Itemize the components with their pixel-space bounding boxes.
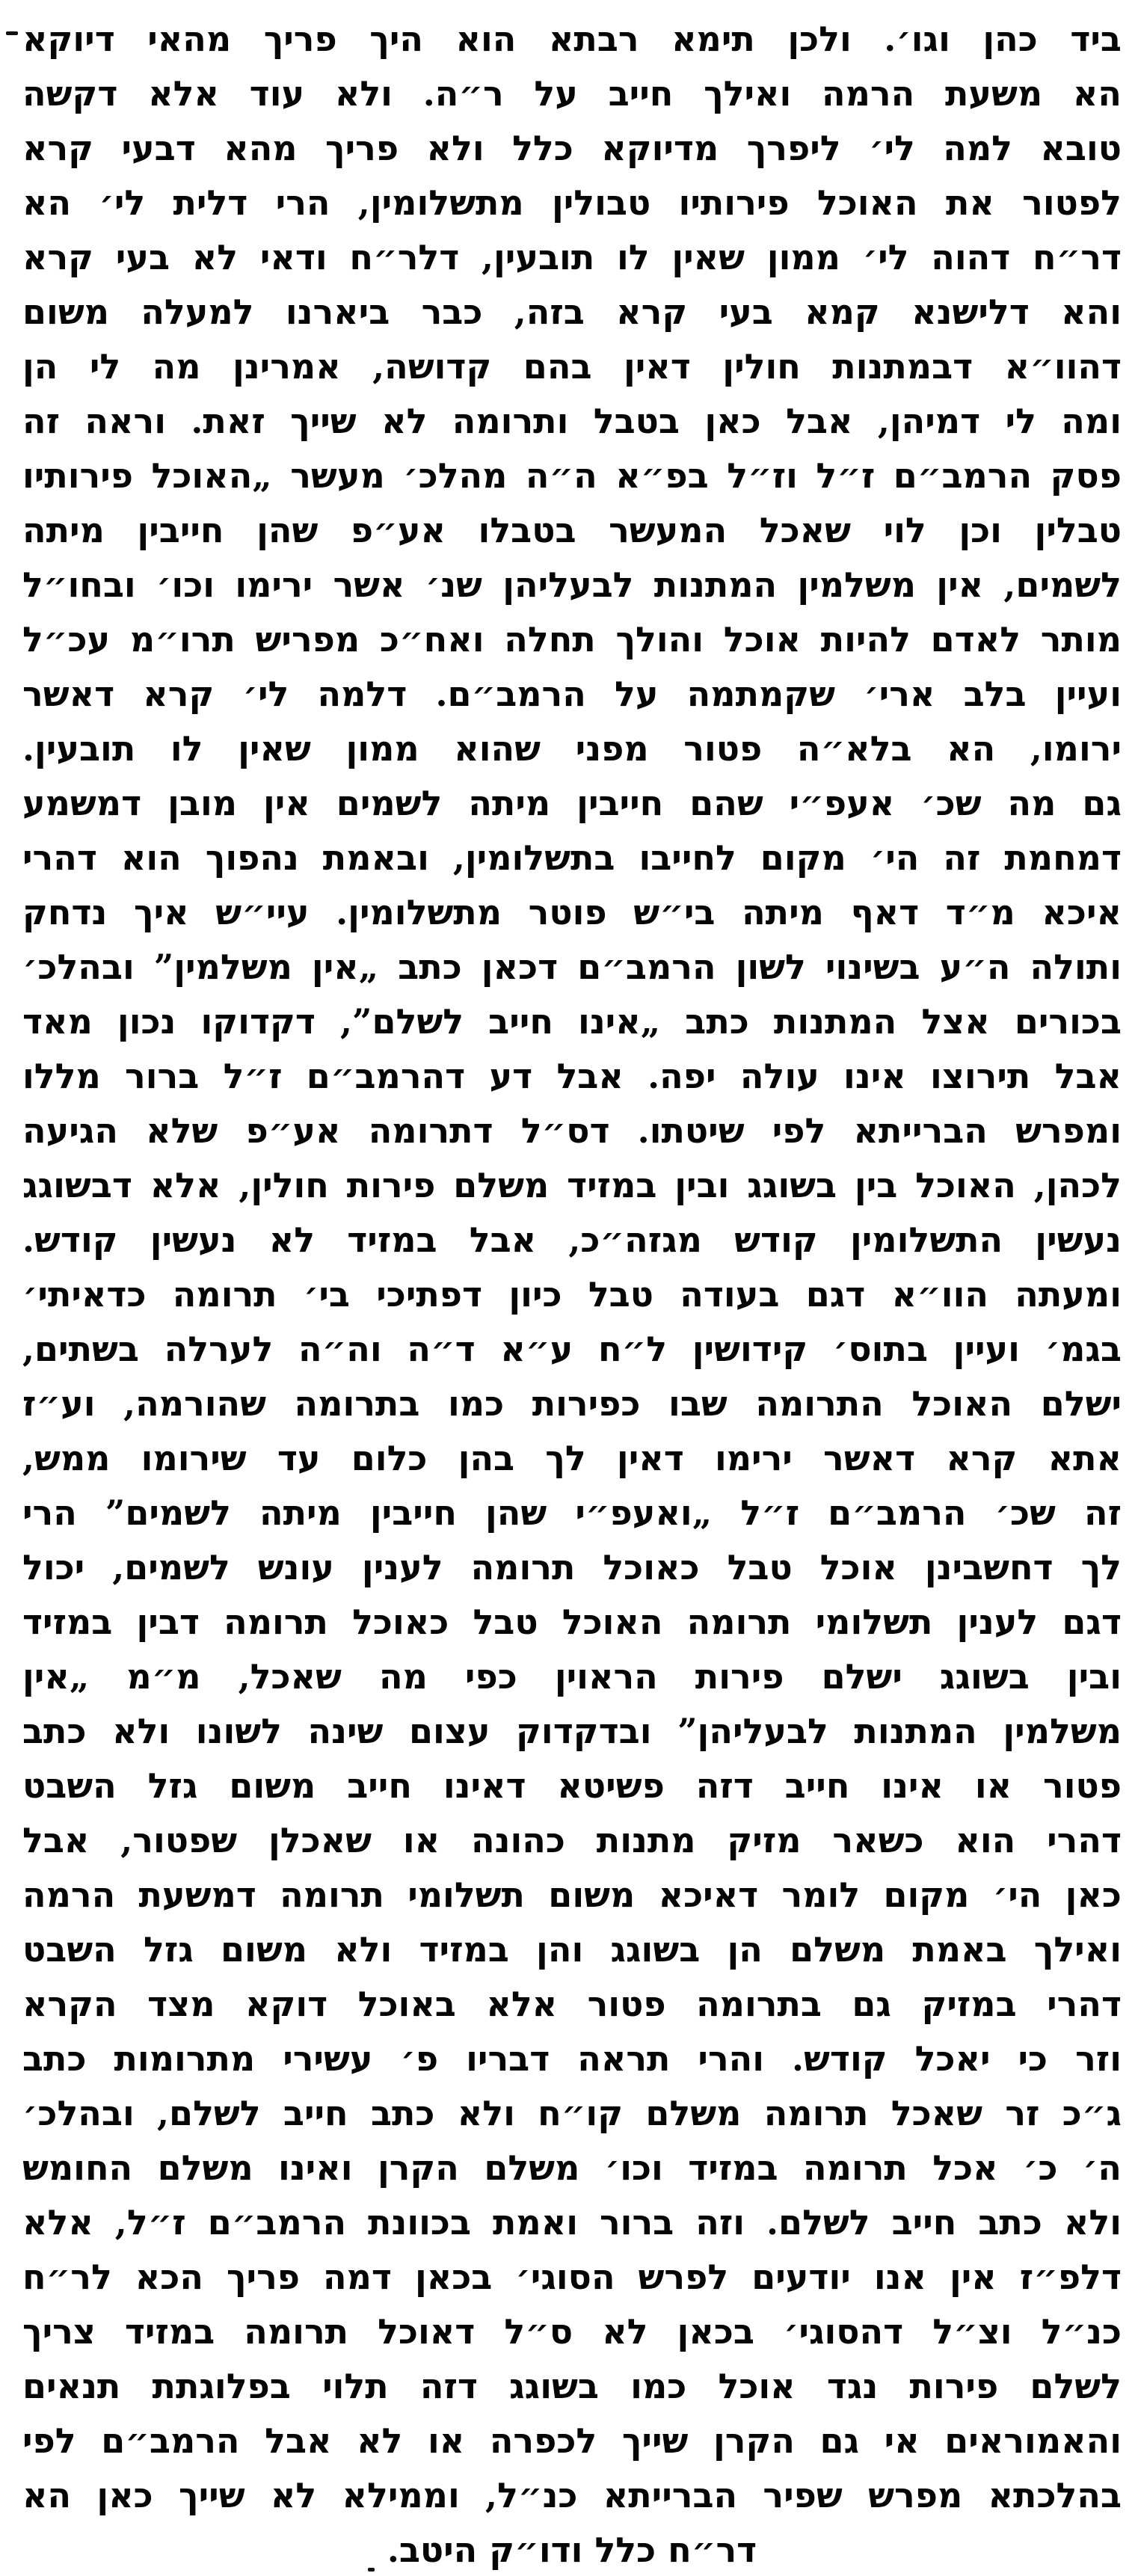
text-line: דגם לענין תשלומי תרומה האוכל טבל כאוכל תרומה דבין במזיד <box>22 1602 1122 1642</box>
text-line: ביד כהן וגו׳. ולכן תימא רבתא הוא היך פריך מהאי דיוקא <box>22 19 1122 59</box>
text-line: ועיין בלב ארי׳ שקמתמה על הרמב״ם. דלמה לי׳ קרא דאשר <box>22 674 1122 714</box>
text-line: מותר לאדם להיות אוכל והולך תחלה ואח״כ מפריש תרו״מ עכ״ל <box>22 619 1122 660</box>
text-line: ה׳ כ׳ אכל תרומה במזיד וכו׳ משלם הקרן ואינו משלם החומש <box>22 2148 1122 2188</box>
text-line: ירומו, הא בלא״ה פטור מפני שהוא ממון שאין לו תובעין. <box>22 728 1122 769</box>
text-line: בהלכתא מפרש שפיר הברייתא כנ״ל, וממילא לא שייך כאן הא <box>22 2475 1122 2515</box>
text-line: ומה לי דמיהן, אבל כאן בטבל ותרומה לא שייך זאת. וראה זה <box>22 401 1122 441</box>
text-line: כנ״ל וצ״ל דהסוגי׳ בכאן לא ס״ל דאוכל תרומה במזיד צריך <box>22 2311 1122 2352</box>
text-line: כאן הי׳ מקום לומר דאיכא משום תשלומי תרומה דמשעת הרמה <box>22 1875 1122 1915</box>
text-line: ותולה ה״ע בשינוי לשון הרמב״ם דכאן כתב „אין משלמין” ובהלכ׳ <box>22 947 1122 987</box>
text-line: דלפ״ז אין אנו יודעים לפרש הסוגי׳ בכאן דמה פריך הכא לר״ח <box>22 2257 1122 2297</box>
text-line: לך דחשבינן אוכל טבל כאוכל תרומה לענין עונש לשמים, יכול <box>22 1547 1122 1587</box>
text-line: טובא למה לי׳ ליפרך מדיוקא כלל ולא פריך מהא דבעי קרא <box>22 128 1122 168</box>
text-line: דהרי הוא כשאר מזיק מתנות כהונה או שאכלן שפטור, אבל <box>22 1820 1122 1860</box>
text-line: משלמין המתנות לבעליהן” ובדקדוק עצום שינה לשונו ולא כתב <box>22 1711 1122 1751</box>
text-line: ישלם האוכל התרומה שבו כפירות כמו בתרומה שהורמה, וע״ז <box>22 1383 1122 1424</box>
text-line: דר״ח דהוה לי׳ ממון שאין לו תובעין, דלר״ח ודאי לא בעי קרא <box>22 237 1122 277</box>
text-line: טבלין וכן לוי שאכל המעשר בטבלו אע״פ שהן חייבין מיתה <box>22 510 1122 550</box>
text-line: אתא קרא דאשר ירימו דאין לך בהן כלום עד שירומו ממש, <box>22 1438 1122 1478</box>
text-line: אבל תירוצו אינו עולה יפה. אבל דע דהרמב״ם ז״ל ברור מללו <box>22 1056 1122 1096</box>
text-line: לכהן, האוכל בין בשוגג ובין במזיד משלם פירות חולין, אלא דבשוגג <box>22 1165 1122 1205</box>
text-line: דהוו״א דבמתנות חולין דאין בהם קדושה, אמרינן מה לי הן <box>22 346 1122 387</box>
text-line: ומפרש הברייתא לפי שיטתו. דס״ל דתרומה אע״פ שלא הגיעה <box>22 1110 1122 1151</box>
text-line: הא משעת הרמה ואילך חייב על ר״ה. ולא עוד אלא דקשה <box>22 73 1122 114</box>
text-line: זה שכ׳ הרמב״ם ז״ל „ואעפ״י שהן חייבין מיתה לשמים” הרי <box>22 1493 1122 1533</box>
text-line: ובין בשוגג ישלם פירות הראוין כפי מה שאכל, מ״מ „אין <box>22 1656 1122 1697</box>
text-line: בכורים אצל המתנות כתב „אינו חייב לשלם”, דקדוקו נכון מאד <box>22 1001 1122 1042</box>
hebrew-text-block <box>22 12 1122 2576</box>
text-line: ומעתה הוו״א דגם בעודה טבל כיון דפתיכי בי׳ תרומה כדאיתי׳ <box>22 1274 1122 1315</box>
text-line: לשמים, אין משלמין המתנות לבעליהן שנ׳ אשר ירימו וכו׳ ובחו״ל <box>22 565 1122 605</box>
text-line: ואילך באמת משלם הן בשוגג והן במזיד ולא משום גזל השבט <box>22 1929 1122 1970</box>
text-line: בגמ׳ ועיין בתוס׳ קידושין ל״ח ע״א ד״ה וה״ה לערלה בשתים, <box>22 1329 1122 1369</box>
text-line: דהרי במזיק גם בתרומה פטור אלא באוכל דוקא מצד הקרא <box>22 1984 1122 2024</box>
text-line: פסק הרמב״ם ז״ל וז״ל בפ״א ה״ה מהלכ׳ מעשר „האוכל פירותיו <box>22 455 1122 496</box>
text-line: דר״ח כלל ודו״ק היטב. <box>387 2530 757 2570</box>
text-line: פטור או אינו חייב דזה פשיטא דאינו חייב משום גזל השבט <box>22 1765 1122 1806</box>
scan-speck <box>6 31 18 35</box>
text-line: לפטור את האוכל פירותיו טבולין מתשלומין, הרי דלית לי׳ הא <box>22 182 1122 223</box>
text-line: נעשין התשלומין קודש מגזה״כ, אבל במזיד לא נעשין קודש. <box>22 1220 1122 1260</box>
text-line: ג״כ זר שאכל תרומה משלם קו״ח ולא כתב חייב לשלם, ובהלכ׳ <box>22 2093 1122 2133</box>
text-line: לשלם פירות נגד אוכל כמו בשוגג דזה תלוי בפלוגתת תנאים <box>22 2366 1122 2406</box>
text-line: גם מה שכ׳ אעפ״י שהם חייבין מיתה לשמים אין מובן דמשמע <box>22 783 1122 823</box>
text-line: דמחמת זה הי׳ מקום לחייבו בתשלומין, ובאמת נהפוך הוא דהרי <box>22 837 1122 878</box>
text-line: וזר כי יאכל קודש. והרי תראה דבריו פ׳ עשירי מתרומות כתב <box>22 2038 1122 2079</box>
text-line: והא דלישנא קמא בעי קרא בזה, כבר ביארנו למעלה משום <box>22 292 1122 332</box>
text-line: ולא כתב חייב לשלם. וזה ברור ואמת בכוונת הרמב״ם ז״ל, אלא <box>22 2202 1122 2243</box>
text-line: והאמוראים אי גם הקרן שייך לכפרה או לא אבל הרמב״ם לפי <box>22 2420 1122 2461</box>
text-line: איכא מ״ד דאף מיתה בי״ש פוטר מתשלומין. עיי״ש איך נדחק <box>22 892 1122 932</box>
